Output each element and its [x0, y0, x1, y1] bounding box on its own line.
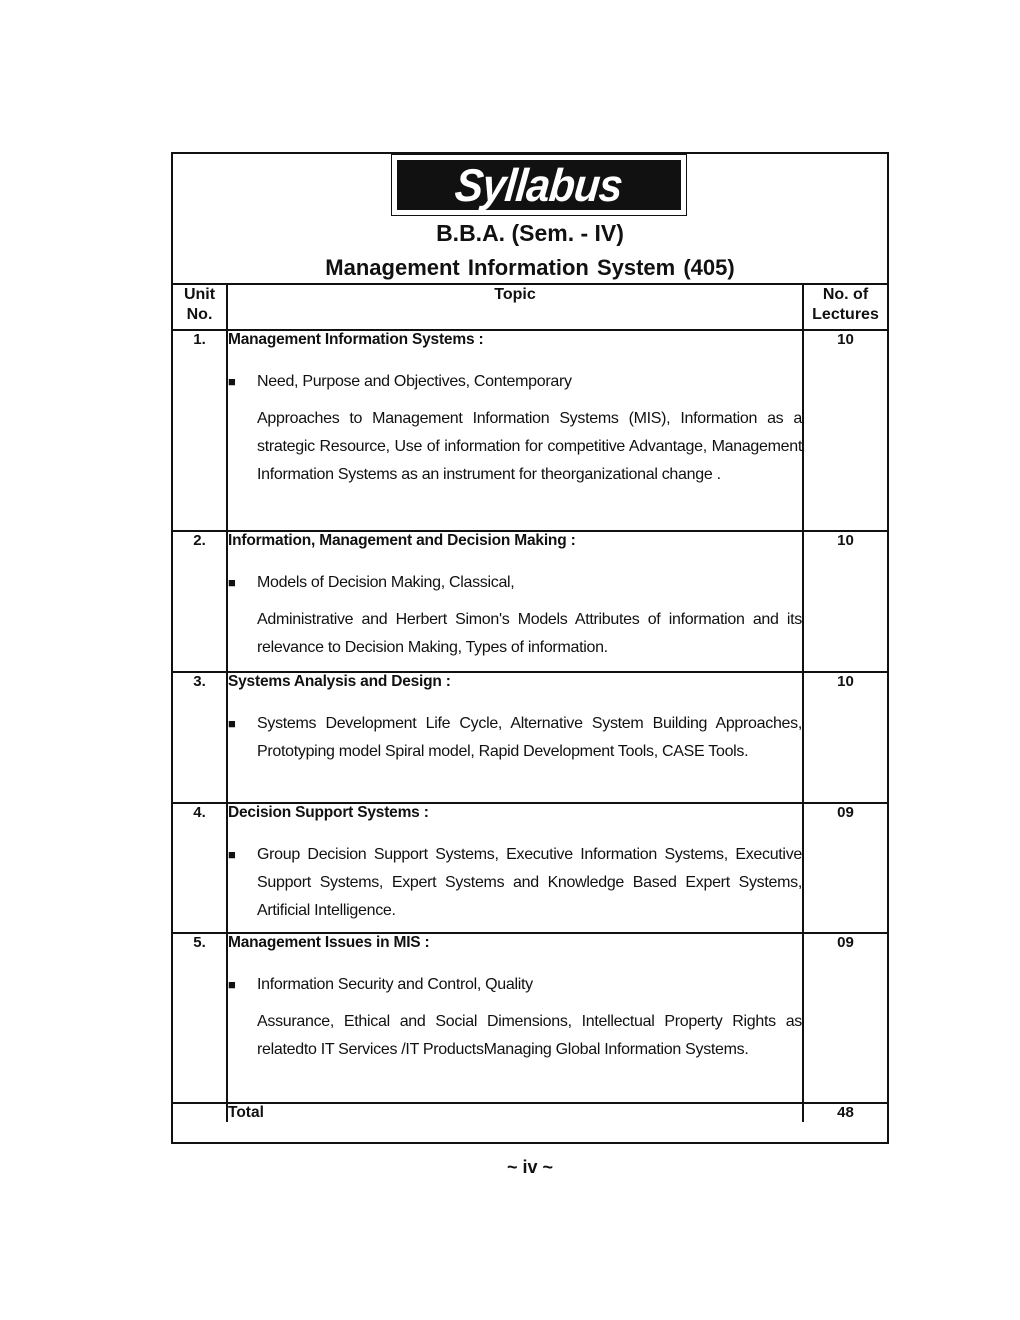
topic-cell	[227, 330, 803, 531]
continuation-text: Approaches to Management Information Systems (MIS), Information as a strategic Resource, Use of information for competitive Advantage, Management Information Systems as an instrument for theorganizational change .	[257, 410, 802, 483]
total-label: Total	[227, 1103, 803, 1122]
bullet-text: Models of Decision Making, Classical,	[257, 574, 515, 591]
table-row	[173, 803, 887, 933]
unit-number: 1.	[173, 330, 227, 531]
bullet-text: Need, Purpose and Objectives, Contemporary	[257, 373, 572, 390]
total-unit-cell	[173, 1103, 227, 1122]
syllabus-header	[173, 154, 887, 285]
unit-number: 4.	[173, 803, 227, 933]
bullet-item	[228, 710, 802, 766]
column-header-lectures-line2: Lectures	[812, 306, 879, 323]
lecture-count: 09	[803, 803, 887, 933]
program-title: B.B.A. (Sem. - IV)	[436, 220, 624, 246]
black-square-bullet-icon: ■	[228, 374, 236, 389]
syllabus-table	[173, 283, 887, 1122]
bullet-item	[228, 841, 802, 925]
black-square-bullet-icon: ■	[228, 847, 236, 862]
topic-cell	[227, 531, 803, 672]
bullet-item	[228, 368, 802, 396]
table-row	[173, 672, 887, 803]
unit-title: Management Information Systems :	[228, 331, 484, 348]
column-header-lectures-line1: No. of	[822, 286, 869, 303]
bullet-text: Information Security and Control, Quality	[257, 976, 533, 993]
table-row	[173, 531, 887, 672]
unit-title: Management Issues in MIS :	[228, 934, 430, 951]
topic-cell	[227, 933, 803, 1103]
bullet-text: Group Decision Support Systems, Executive Information Systems, Executive Support Systems, Expert Systems and Knowledge Based Expert Systems, Artificial Intelligence.	[257, 846, 802, 919]
column-header-lectures	[803, 284, 887, 330]
unit-title: Information, Management and Decision Making :	[228, 532, 576, 549]
bullet-text: Systems Development Life Cycle, Alternative System Building Approaches, Prototyping model Spiral model, Rapid Development Tools, CASE Tools.	[257, 715, 802, 760]
bullet-item	[228, 569, 802, 597]
lecture-count: 09	[803, 933, 887, 1103]
table-row	[173, 933, 887, 1103]
page-number: ~ iv ~	[506, 1157, 554, 1177]
continuation-text: Assurance, Ethical and Social Dimensions, Intellectual Property Rights as relatedto IT Services /IT ProductsManaging Global Information Systems.	[257, 1013, 802, 1058]
syllabus-logo	[391, 154, 687, 216]
column-header-topic: Topic	[227, 284, 803, 330]
black-square-bullet-icon: ■	[228, 575, 236, 590]
total-row	[173, 1103, 887, 1122]
unit-number: 3.	[173, 672, 227, 803]
topic-cell	[227, 803, 803, 933]
topic-cell	[227, 672, 803, 803]
unit-title: Decision Support Systems :	[228, 804, 429, 821]
course-title: Management Information System (405)	[325, 255, 735, 280]
unit-title: Systems Analysis and Design :	[228, 673, 451, 690]
lecture-count: 10	[803, 672, 887, 803]
syllabus-logo-plate	[397, 160, 681, 210]
column-header-unit-line2: No.	[186, 306, 213, 323]
lecture-count: 10	[803, 330, 887, 531]
column-header-unit-line1: Unit	[183, 286, 216, 303]
lecture-count: 10	[803, 531, 887, 672]
syllabus-frame	[171, 152, 889, 1144]
black-square-bullet-icon: ■	[228, 716, 236, 731]
syllabus-logo-text: Syllabus	[453, 159, 625, 211]
black-square-bullet-icon: ■	[228, 977, 236, 992]
total-lectures: 48	[803, 1103, 887, 1122]
continuation-text: Administrative and Herbert Simon's Models Attributes of information and its relevance to Decision Making, Types of information.	[257, 611, 802, 656]
unit-number: 2.	[173, 531, 227, 672]
unit-number: 5.	[173, 933, 227, 1103]
column-header-unit	[173, 284, 227, 330]
table-header-row	[173, 284, 887, 330]
bullet-item	[228, 971, 802, 999]
table-row	[173, 330, 887, 531]
